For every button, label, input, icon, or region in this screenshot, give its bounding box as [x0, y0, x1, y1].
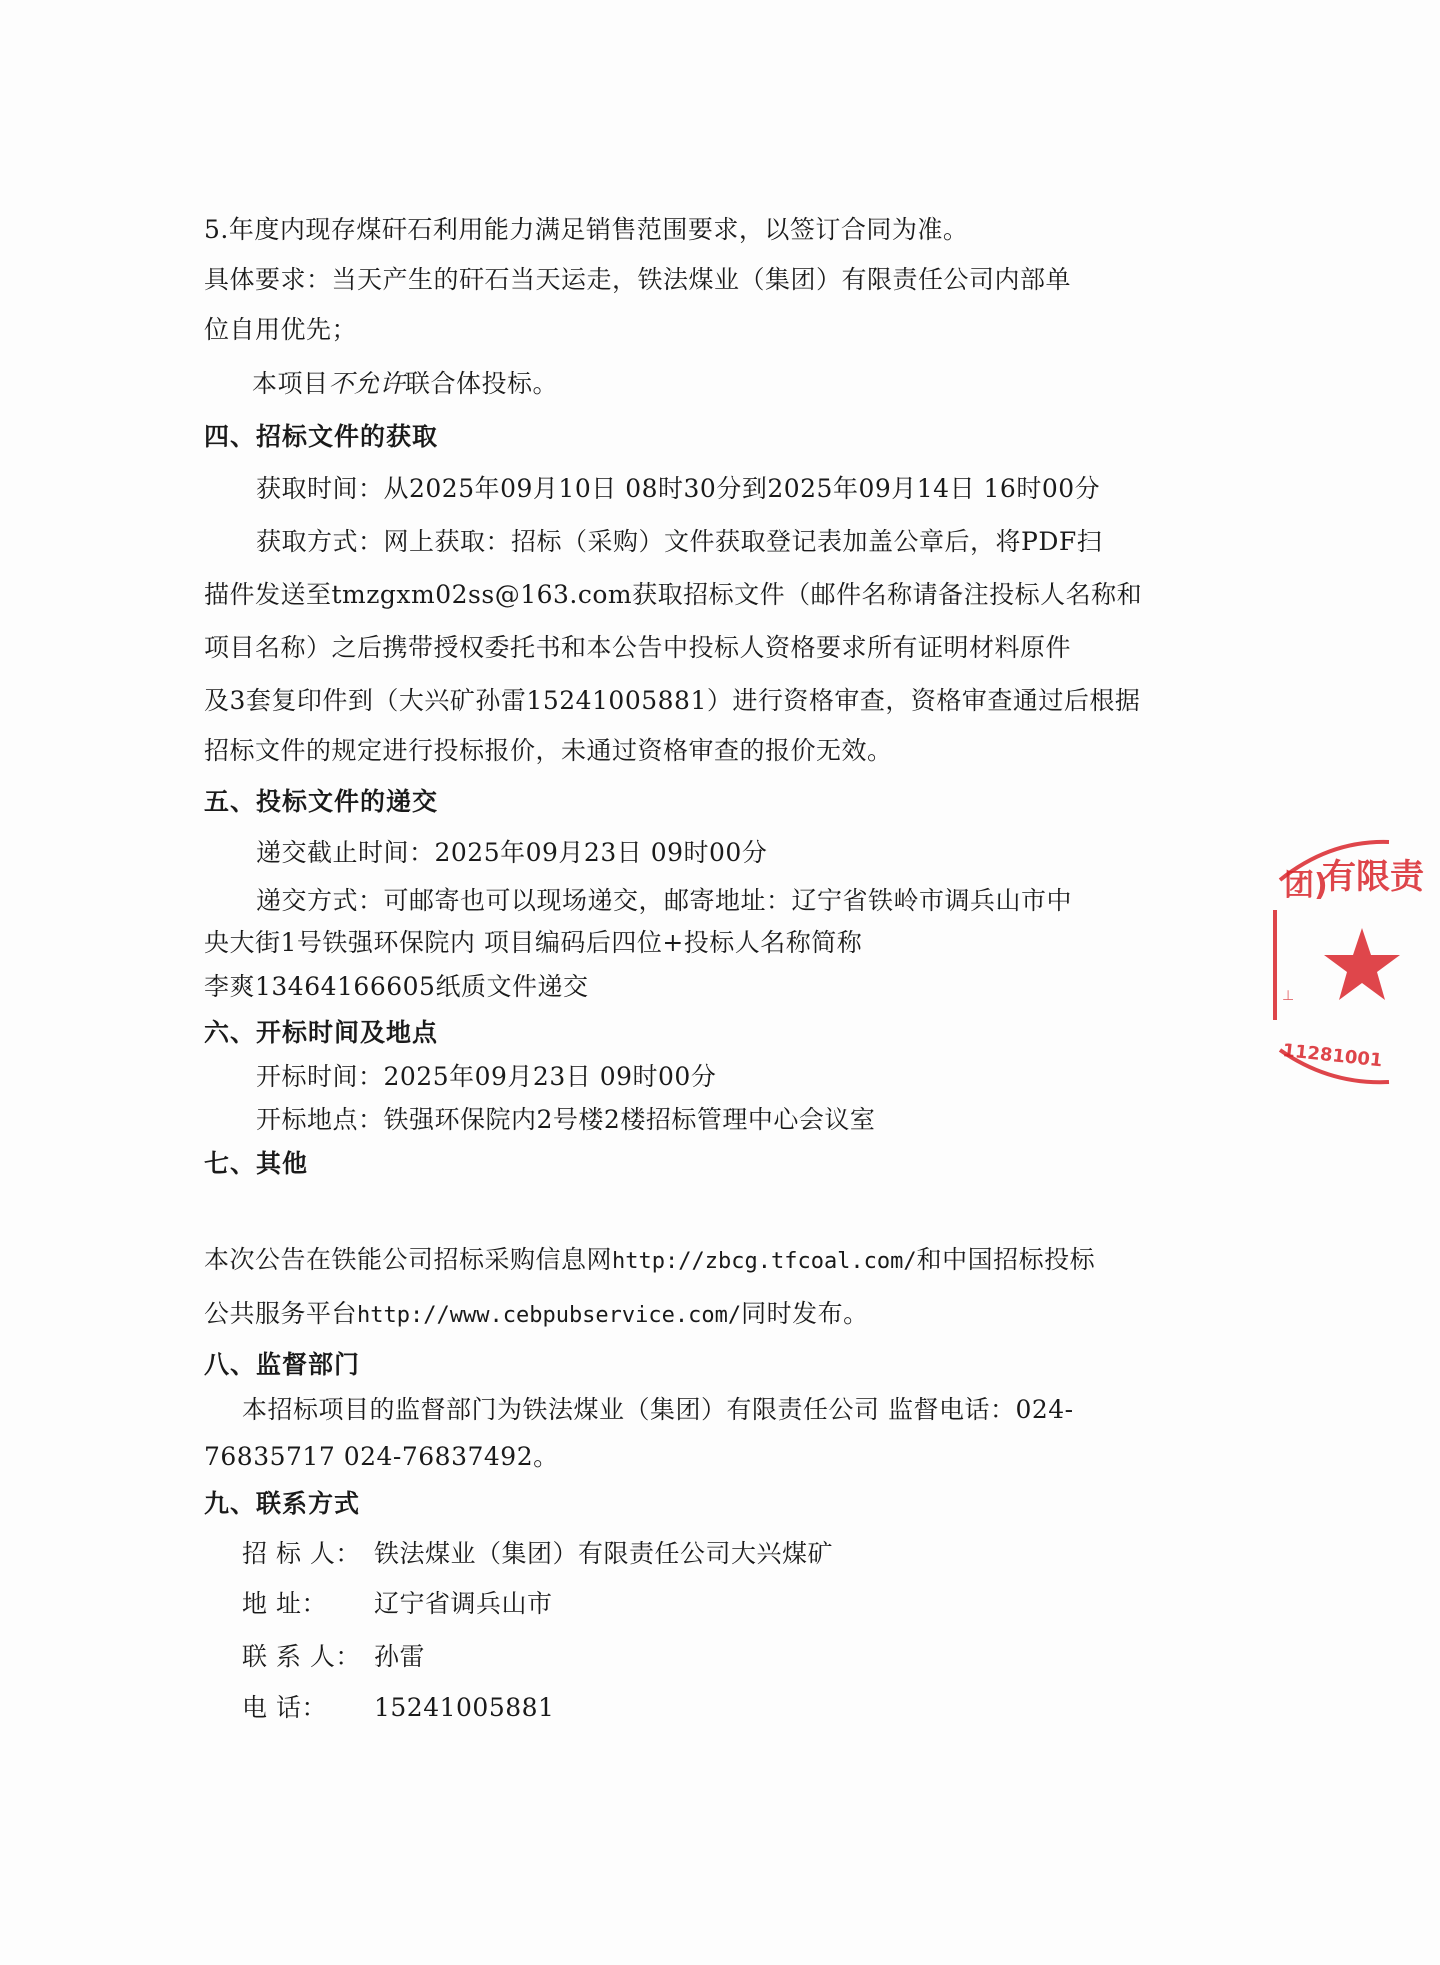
- submit-method-2: 央大街1号铁强环保院内 项目编码后四位+投标人名称简称: [204, 928, 863, 957]
- contact-tenderer-value: 铁法煤业（集团）有限责任公司大兴煤矿: [374, 1539, 834, 1568]
- seal-text-top: 有限责: [1322, 857, 1424, 897]
- section-8-heading: 八、监督部门: [204, 1350, 361, 1379]
- other-info-2-suffix: 同时发布。: [741, 1299, 869, 1328]
- other-info-1: [204, 1243, 1095, 1279]
- paragraph-5: 5.年度内现存煤矸石利用能力满足销售范围要求，以签订合同为准。: [204, 215, 969, 244]
- contact-address-value: 辽宁省调兵山市: [374, 1589, 553, 1618]
- other-info-2: [204, 1297, 869, 1333]
- seal-mark: ⊥: [1282, 988, 1295, 1004]
- company-seal: [1270, 820, 1440, 1120]
- other-info-1-suffix: 和中国招标投标: [916, 1245, 1096, 1274]
- section-6-heading: 六、开标时间及地点: [204, 1018, 439, 1047]
- other-info-2-prefix: 公共服务平台: [204, 1299, 358, 1328]
- paragraph-requirements-2: 位自用优先；: [204, 315, 358, 344]
- cebpubservice-link[interactable]: http://www.cebpubservice.com/: [357, 1303, 742, 1328]
- opening-place: 开标地点：铁强环保院内2号楼2楼招标管理中心会议室: [256, 1105, 876, 1134]
- contact-person-value: 孙雷: [374, 1642, 426, 1671]
- contact-person-label: 联 系 人：: [242, 1642, 361, 1671]
- consortium-suffix: 联合体投标。: [405, 369, 559, 398]
- section-7-heading: 七、其他: [204, 1149, 309, 1178]
- supervision-2: 76835717 024-76837492。: [204, 1442, 559, 1471]
- contact-tenderer: [242, 1537, 833, 1571]
- section-4-heading: 四、招标文件的获取: [204, 422, 439, 451]
- acquire-method-3: 项目名称）之后携带授权委托书和本公告中投标人资格要求所有证明材料原件: [204, 633, 1072, 662]
- consortium-italic: 不允许: [328, 369, 406, 398]
- paragraph-consortium: [252, 367, 558, 401]
- seal-graphic: [1270, 820, 1424, 1120]
- supervision-1: 本招标项目的监督部门为铁法煤业（集团）有限责任公司 监督电话：024-: [242, 1395, 1074, 1424]
- submit-method-1: 递交方式：可邮寄也可以现场递交，邮寄地址：辽宁省铁岭市调兵山市中: [256, 886, 1073, 915]
- seal-star-icon: [1324, 928, 1400, 1000]
- acquire-method-2: 描件发送至tmzgxm02ss@163.com获取招标文件（邮件名称请备注投标人名称和: [204, 580, 1143, 609]
- contact-address-label: 地 址：: [242, 1589, 327, 1618]
- contact-phone-value: 15241005881: [374, 1693, 555, 1722]
- seal-text-paren: 团): [1284, 868, 1328, 903]
- consortium-prefix: 本项目: [252, 369, 329, 398]
- contact-address: [242, 1587, 553, 1621]
- submit-deadline: 递交截止时间：2025年09月23日 09时00分: [256, 838, 768, 867]
- other-info-1-prefix: 本次公告在铁能公司招标采购信息网: [204, 1245, 613, 1274]
- section-5-heading: 五、投标文件的递交: [204, 787, 439, 816]
- submit-method-3: 李爽13464166605纸质文件递交: [204, 972, 589, 1001]
- seal-text-bottom: 11281001: [1281, 1040, 1384, 1072]
- contact-phone: [242, 1691, 554, 1725]
- opening-time: 开标时间：2025年09月23日 09时00分: [256, 1062, 717, 1091]
- section-9-heading: 九、联系方式: [204, 1489, 361, 1518]
- tfcoal-link[interactable]: http://zbcg.tfcoal.com/: [612, 1249, 917, 1274]
- acquire-method-1: 获取方式：网上获取：招标（采购）文件获取登记表加盖公章后，将PDF扫: [256, 527, 1103, 556]
- acquire-method-4: 及3套复印件到（大兴矿孙雷15241005881）进行资格审查，资格审查通过后根据: [204, 686, 1141, 715]
- contact-tenderer-label: 招 标 人：: [242, 1539, 361, 1568]
- acquire-time: 获取时间：从2025年09月10日 08时30分到2025年09月14日 16时00分: [256, 474, 1101, 503]
- contact-person: [242, 1640, 425, 1674]
- acquire-method-5: 招标文件的规定进行投标报价，未通过资格审查的报价无效。: [204, 736, 893, 765]
- contact-phone-label: 电 话：: [242, 1693, 327, 1722]
- paragraph-requirements-1: 具体要求：当天产生的矸石当天运走，铁法煤业（集团）有限责任公司内部单: [204, 265, 1072, 294]
